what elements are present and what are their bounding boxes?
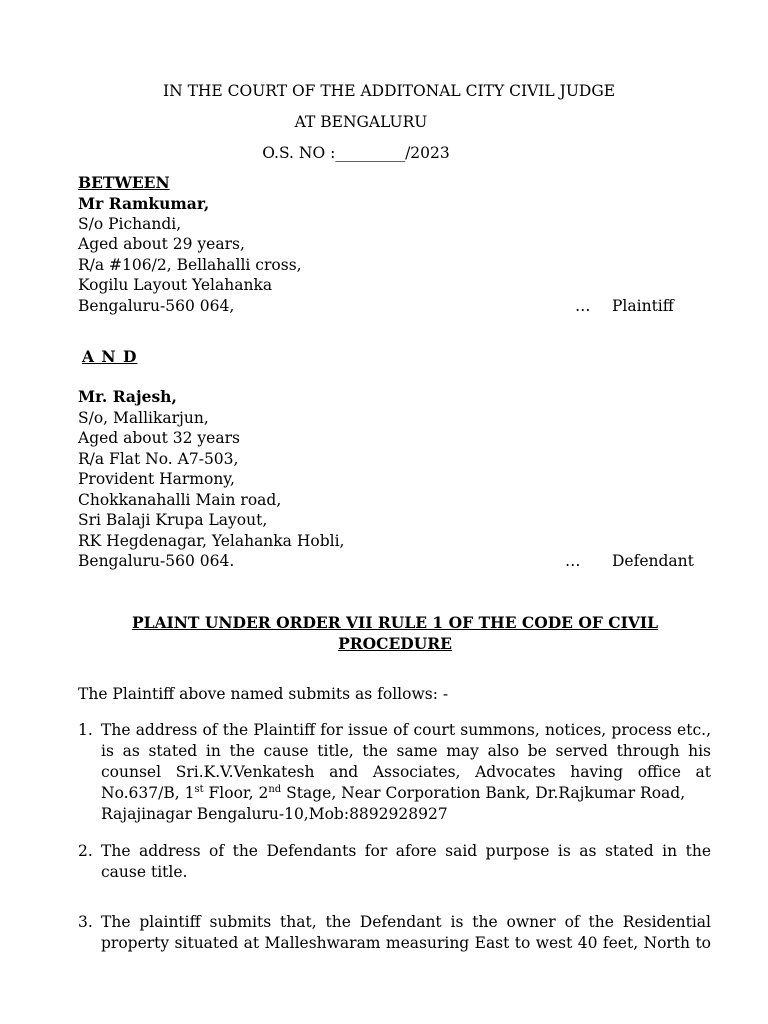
and-label: A N D (82, 347, 138, 366)
ordinal-suffix: nd (268, 784, 282, 795)
paragraph-line: counsel Sri.K.V.Venkatesh and Associates, Advocates having office at (101, 763, 711, 781)
intro-text: The Plaintiff above named submits as follows: - (78, 685, 449, 703)
plaint-title-line1: PLAINT UNDER ORDER VII RULE 1 OF THE CODE OF CIVIL (131, 613, 659, 632)
plaintiff-address-line: Bengaluru-560 064, (78, 297, 235, 315)
plaint-title-line2: PROCEDURE (338, 634, 452, 653)
paragraph-number: 2. (78, 842, 93, 860)
defendant-address-line: Aged about 32 years (78, 429, 240, 447)
address-text: No.637/B, 1 (101, 784, 195, 802)
defendant-address-line: RK Hegdenagar, Yelahanka Hobli, (78, 532, 345, 550)
defendant-address-line: Provident Harmony, (78, 470, 235, 488)
plaintiff-address-line: S/o Pichandi, (78, 215, 182, 233)
paragraph-line-with-superscripts (101, 783, 685, 803)
address-text: Floor, 2 (203, 784, 269, 802)
paragraph-line: The address of the Plaintiff for issue of court summons, notices, process etc., (101, 721, 711, 739)
defendant-role: Defendant (612, 552, 694, 570)
plaintiff-address-line: Kogilu Layout Yelahanka (78, 276, 273, 294)
plaintiff-address-line: Aged about 29 years, (78, 235, 245, 253)
plaintiff-name: Mr Ramkumar, (78, 194, 210, 213)
defendant-address-line: Sri Balaji Krupa Layout, (78, 511, 268, 529)
defendant-address-line: R/a Flat No. A7-503, (78, 450, 239, 468)
defendant-name: Mr. Rajesh, (78, 387, 177, 406)
paragraph-number: 3. (78, 913, 93, 931)
defendant-address-line: S/o, Mallikarjun, (78, 409, 209, 427)
paragraph-line: Rajajinagar Bengaluru-10,Mob:8892928927 (101, 805, 448, 823)
between-label: BETWEEN (78, 173, 170, 192)
paragraph-line: The plaintiff submits that, the Defendant is the owner of the Residential (101, 913, 711, 931)
address-text: Stage, Near Corporation Bank, Dr.Rajkumar Road, (281, 784, 686, 802)
plaintiff-address-line: R/a #106/2, Bellahalli cross, (78, 256, 302, 274)
court-heading: IN THE COURT OF THE ADDITONAL CITY CIVIL JUDGE (162, 82, 616, 100)
paragraph-line: cause title. (101, 863, 188, 881)
plaintiff-ellipsis: … (575, 297, 591, 315)
paragraph-line: is as stated in the cause title, the same may also be served through his (101, 742, 711, 760)
ordinal-suffix: st (194, 784, 204, 795)
defendant-address-line: Bengaluru-560 064. (78, 552, 235, 570)
paragraph-number: 1. (78, 721, 93, 739)
paragraph-line: The address of the Defendants for afore said purpose is as stated in the (101, 842, 711, 860)
case-number: O.S. NO :_________/2023 (262, 144, 450, 162)
defendant-address-line: Chokkanahalli Main road, (78, 491, 282, 509)
paragraph-line: property situated at Malleshwaram measuring East to west 40 feet, North to (101, 934, 711, 952)
defendant-ellipsis: … (565, 552, 581, 570)
court-place: AT BENGALURU (294, 113, 428, 131)
plaintiff-role: Plaintiff (612, 297, 674, 315)
